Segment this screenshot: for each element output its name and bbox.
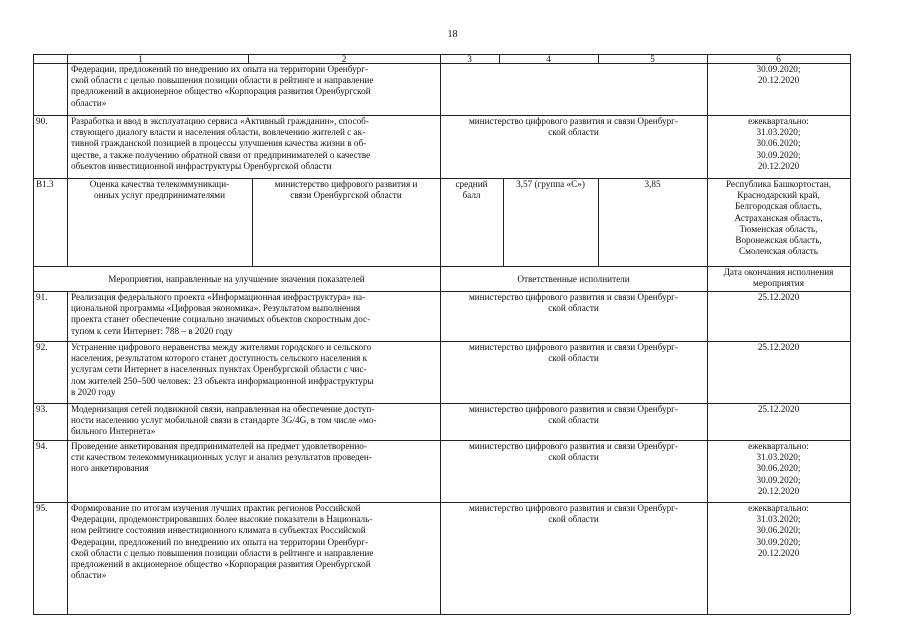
responsible: министерство цифрового развития и связи Оренбург- ской области [468,404,678,426]
responsible: министерство цифрового развития и связи Оренбург- ской области [468,441,678,463]
row-number: 95. [36,503,48,513]
subheader-deadline: Дата окончания исполнения мероприятия [723,267,834,289]
indicator-responsible: министерство цифрового развития и связи Оренбургской области [274,179,418,201]
measure-text: Модернизация сетей подвижной связи, направленная на обеспечение доступ- ности населению услуг мобильной связи в стандарте 3G/4G, в том числе «мо- бильного Интернета» [71,404,377,437]
deadline: ежеквартально: 31.03.2020; 30.06.2020; 30.09.2020; 20.12.2020 [748,441,809,496]
deadline: 30.09.2020; 20.12.2020 [756,64,801,86]
page-number: 18 [447,29,458,40]
row-number: 92. [36,342,48,352]
subheader-measures: Мероприятия, направленные на улучшение значения показателей [108,274,365,284]
responsible: министерство цифрового развития и связи Оренбург- ской области [468,116,678,138]
indicator-unit: средний балл [455,179,488,201]
measure-text: Формирование по итогам изучения лучших практик регионов Российской Федерации, продемонстрировавших более высокие показатели в Националь- ном рейтинге состояния инвестиционного климата в субъектах Российской Федерации, предложений по внедрению их опыта на территории Оренбург- ской области с целью повышения позиции области в рейтинге и направление предложений в акционерное общество «Корпорация развития Оренбургской области» [71,503,374,581]
measure-text: Федерации, предложений по внедрению их опыта на территории Оренбург- ской области с целью повышения позиции области в рейтинге и направление предложений в акционерное общество «Корпорация развития Оренбургской области» [71,64,374,108]
indicator-code: В1.3 [36,179,54,189]
indicator-regions: Республика Башкортостан, Краснодарский край, Белгородская область, Астраханская область, Тюменская область, Воронежская область, Смоленская область [725,179,832,257]
responsible: министерство цифрового развития и связи Оренбург- ской области [468,342,678,364]
deadline: ежеквартально: 31.03.2020; 30.06.2020; 30.09.2020; 20.12.2020 [748,116,809,171]
row-number: 90. [36,116,48,126]
indicator-baseline: 3,57 (группа «С») [516,179,585,189]
header-col-1: 1 [138,54,143,64]
measure-text: Проведение анкетирования предпринимателей на предмет удовлетворенно- сти качеством телекоммуникационных услуг и анализ результатов проведен- ного анкетирования [71,441,372,474]
indicator-target: 3,85 [644,179,661,189]
deadline: ежеквартально: 31.03.2020; 30.06.2020; 30.09.2020; 20.12.2020 [748,503,809,558]
header-col-6: 6 [776,54,781,64]
measure-text: Реализация федерального проекта «Информационная инфраструктура» на- циональной программы «Цифровая экономика». Результатом выполнения проекта станет обеспечение социально значимых объектов скоростным дос- тупом к сети Интернет: 788 – в 2020 году [71,292,371,336]
row-number: 93. [36,404,48,414]
deadline: 25.12.2020 [757,292,800,302]
header-col-2: 2 [341,54,347,64]
measure-text: Разработка и ввод в эксплуатацию сервиса «Активный гражданин», способ- ствующего диалогу власти и населения области, вовлечению жителей с ак- тивной гражданской позицией в процессы улучшения качества жизни в об- ществе, а также получению обратной связи от предпринимателей о качестве объектов инвестиционной инфраструктуры Оренбургской области [71,116,371,171]
deadline: 25.12.2020 [757,342,800,352]
header-col-3: 3 [467,54,472,64]
deadline: 25.12.2020 [757,404,800,414]
responsible: министерство цифрового развития и связи Оренбург- ской области [468,292,678,314]
measure-text: Устранение цифрового неравенства между жителями городского и сельского населения, результатом которого станет доступность сельского населения к услугам сети Интернет в населенных пунктах Оренбургской области с чис- лом жителей 250–500 человек: 23 объекта информационной инфраструктуры в 2020 году [71,342,374,397]
indicator-name: Оценка качества телекоммуникаци- онных услуг предпринимателями [89,179,230,201]
row-number: 94. [36,441,48,451]
responsible: министерство цифрового развития и связи Оренбург- ской области [468,503,678,525]
header-col-5: 5 [650,54,655,64]
subheader-responsible: Ответственные исполнители [517,274,630,284]
row-number: 91. [36,292,48,302]
header-col-4: 4 [546,54,551,64]
